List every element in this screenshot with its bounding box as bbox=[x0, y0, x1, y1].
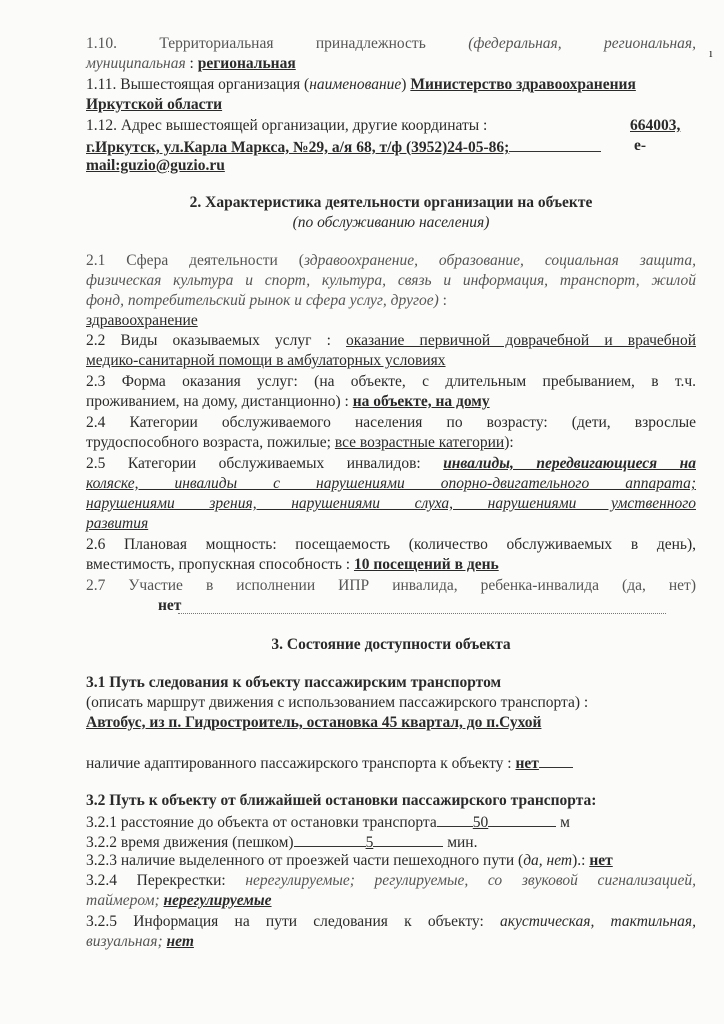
item-3-1-route: Автобус, из п. Гидростроитель, остановка 45 квартал, до п.Сухой bbox=[86, 714, 542, 731]
item-2-6-label: вместимость, пропускная способность : bbox=[86, 556, 354, 573]
item-3-2-5-italic-b: визуальная; bbox=[86, 933, 167, 950]
item-2-2-line2 bbox=[86, 351, 696, 371]
item-1-10-italic: муниципальная bbox=[86, 55, 186, 72]
item-2-5-label: 2.5 Категории обслуживаемых инвалидов: bbox=[86, 455, 444, 472]
item-2-1-tail: : bbox=[438, 292, 447, 309]
item-3-2-2-label: 3.2.2 время движения (пешком) bbox=[86, 834, 294, 851]
item-2-2-label: 2.2 Виды оказываемых услуг : bbox=[86, 332, 347, 349]
item-2-2-value-a: оказание первичной доврачебной и врачебной bbox=[346, 332, 696, 349]
margin-mark: ı bbox=[709, 45, 713, 60]
item-2-5-value-a: инвалиды, передвигающиеся на bbox=[443, 455, 696, 472]
item-3-2-5-line2 bbox=[86, 932, 696, 952]
item-2-1-line3 bbox=[86, 291, 696, 311]
item-3-2-2-blank-b bbox=[373, 831, 443, 847]
item-1-11-close: ) bbox=[401, 76, 407, 93]
item-3-1-subtitle: (описать маршрут движения с использованием пассажирского транспорта) : bbox=[86, 694, 589, 711]
item-2-1-label: 2.1 Сфера деятельности ( bbox=[86, 252, 304, 269]
section-2-subtitle: (по обслуживанию населения) bbox=[292, 214, 490, 231]
item-2-1-value: здравоохранение bbox=[86, 312, 198, 329]
item-2-4-line2 bbox=[86, 433, 696, 453]
item-2-4-line1: 2.4 Категории обслуживаемого населения по возрасту: (дети, взрослые bbox=[86, 414, 696, 431]
item-1-10-word3: (федеральная, bbox=[468, 35, 562, 52]
item-2-5-line3: нарушениями зрения, нарушениями слуха, нарушениями умственного bbox=[86, 495, 696, 512]
item-2-4-tail: ): bbox=[504, 434, 514, 451]
item-3-2-2-unit: мин. bbox=[447, 834, 478, 851]
item-1-12-zip: 664003, bbox=[630, 117, 681, 134]
item-2-2-line1 bbox=[86, 331, 696, 351]
item-1-11-italic: наименование bbox=[309, 76, 402, 93]
item-1-12-address: г.Иркутск, ул.Карла Маркса, №29, а/я 68, т/ф (3952)24-05-86; bbox=[86, 139, 510, 156]
item-1-11-line2 bbox=[86, 95, 696, 115]
item-3-2-5-value: нет bbox=[166, 933, 194, 950]
item-2-7-dotted-rule bbox=[178, 613, 666, 614]
item-3-2-2-line bbox=[86, 831, 696, 853]
item-2-6-value: 10 посещений в день bbox=[353, 556, 499, 573]
item-2-3-value: на объекте, на дому bbox=[352, 393, 490, 410]
item-3-2-5-label: 3.2.5 Информация на пути следования к объекту: bbox=[86, 913, 500, 930]
item-3-1-adapted-value: нет bbox=[515, 755, 539, 772]
item-2-3-label: проживанием, на дому, дистанционно) : bbox=[86, 393, 353, 410]
item-3-2-1-value: 50 bbox=[472, 814, 489, 831]
item-3-1-adapted-line bbox=[86, 752, 696, 774]
item-2-3-line2 bbox=[86, 392, 696, 412]
item-3-2-1-unit: м bbox=[560, 814, 570, 831]
item-1-12-blank bbox=[509, 136, 601, 152]
item-1-11-label: 1.11. Вышестоящая организация ( bbox=[86, 76, 310, 93]
item-1-11-value-cont: Иркутской области bbox=[86, 96, 223, 113]
item-3-2-4-line2 bbox=[86, 891, 696, 911]
item-2-1-line1 bbox=[86, 251, 696, 271]
item-3-2-1-blank-b bbox=[488, 811, 556, 827]
item-3-2-4-line1 bbox=[86, 871, 696, 891]
item-2-5-line1 bbox=[86, 454, 696, 474]
item-3-2-3-line bbox=[86, 851, 696, 871]
item-1-11-line1 bbox=[86, 75, 696, 95]
item-2-7-line1: 2.7 Участие в исполнении ИПР инвалида, ребенка-инвалида (да, нет) bbox=[86, 577, 696, 594]
item-3-2-3-italic: да, нет bbox=[523, 852, 573, 869]
item-3-2-3-tail: ).: bbox=[572, 852, 590, 869]
item-1-10-value: региональная bbox=[197, 55, 296, 72]
item-1-12-line1 bbox=[86, 116, 696, 136]
item-3-2-1-line bbox=[86, 811, 696, 833]
item-1-10-word1: Территориальная bbox=[159, 35, 274, 52]
item-2-7-value: нет bbox=[158, 597, 182, 614]
item-3-1-route-line bbox=[86, 713, 696, 733]
item-1-10-word2: принадлежность bbox=[315, 35, 426, 52]
item-2-6-line2 bbox=[86, 555, 696, 575]
item-3-2-3-value: нет bbox=[589, 852, 613, 869]
item-1-12-line3 bbox=[86, 156, 696, 176]
item-2-6-line1: 2.6 Плановая мощность: посещаемость (количество обслуживаемых в день), bbox=[86, 536, 696, 553]
item-3-2-4-value: нерегулируемые bbox=[163, 892, 272, 909]
item-1-12-email: mail:guzio@guzio.ru bbox=[86, 157, 225, 174]
item-3-2-heading: 3.2 Путь к объекту от ближайшей остановки пассажирского транспорта: bbox=[86, 792, 597, 809]
section-2-title: 2. Характеристика деятельности организации на объекте bbox=[189, 194, 593, 211]
item-3-2-4-italic-a: нерегулируемые; регулируемые, со звуковой сигнализацией, bbox=[245, 872, 696, 889]
item-3-1-adapted-label: наличие адаптированного пассажирского транспорта к объекту : bbox=[86, 755, 516, 772]
item-3-2-3-label: 3.2.3 наличие выделенного от проезжей части пешеходного пути ( bbox=[86, 852, 524, 869]
item-1-10-number: 1.10. bbox=[86, 35, 117, 52]
item-2-1-italic-c: фонд, потребительский рынок и сфера услуг, другое) bbox=[86, 292, 439, 309]
item-3-2-2-blank-a bbox=[294, 831, 366, 847]
item-1-11-value: Министерство здравоохранения bbox=[410, 76, 636, 93]
item-2-1-line2: физическая культура и спорт, культура, связь и информация, транспорт, жилой bbox=[86, 272, 696, 289]
item-3-2-4-label: 3.2.4 Перекрестки: bbox=[86, 872, 246, 889]
item-2-2-value-b: медико-санитарной помощи в амбулаторных условиях bbox=[86, 352, 446, 369]
item-3-2-5-italic-a: акустическая, тактильная, bbox=[499, 913, 696, 930]
item-1-10-line2 bbox=[86, 54, 696, 74]
item-3-2-1-label: 3.2.1 расстояние до объекта от остановки транспорта bbox=[86, 814, 437, 831]
item-1-12-email-start: е- bbox=[634, 137, 647, 154]
item-1-10-sep: : bbox=[185, 55, 198, 72]
item-3-2-4-italic-b: таймером; bbox=[86, 892, 164, 909]
item-2-5-line4: развития bbox=[86, 515, 149, 532]
item-2-4-label: трудоспособного возраста, пожилые; bbox=[86, 434, 335, 451]
item-1-12-line2 bbox=[86, 136, 696, 158]
item-3-2-2-value: 5 bbox=[365, 834, 374, 851]
item-3-1-adapted-blank bbox=[539, 752, 573, 768]
item-1-10-line1 bbox=[86, 34, 696, 54]
item-3-1-heading: 3.1 Путь следования к объекту пассажирским транспортом bbox=[86, 674, 502, 691]
item-2-4-value: все возрастные категории bbox=[334, 434, 505, 451]
item-2-5-line2: коляске, инвалиды с нарушениями опорно-двигательного аппарата; bbox=[86, 475, 696, 492]
item-2-1-value-line bbox=[86, 311, 696, 331]
item-3-2-5-line1 bbox=[86, 912, 696, 932]
section-3-title: 3. Состояние доступности объекта bbox=[271, 636, 511, 653]
item-2-1-italic-a: здравоохранение, образование, социальная защита, bbox=[303, 252, 696, 269]
item-2-3-line1: 2.3 Форма оказания услуг: (на объекте, с длительным пребыванием, в т.ч. bbox=[86, 373, 696, 390]
item-1-10-word4: региональная, bbox=[604, 35, 696, 52]
item-1-12-label: 1.12. Адрес вышестоящей организации, другие координаты : bbox=[86, 117, 488, 134]
item-3-2-1-blank-a bbox=[437, 811, 473, 827]
